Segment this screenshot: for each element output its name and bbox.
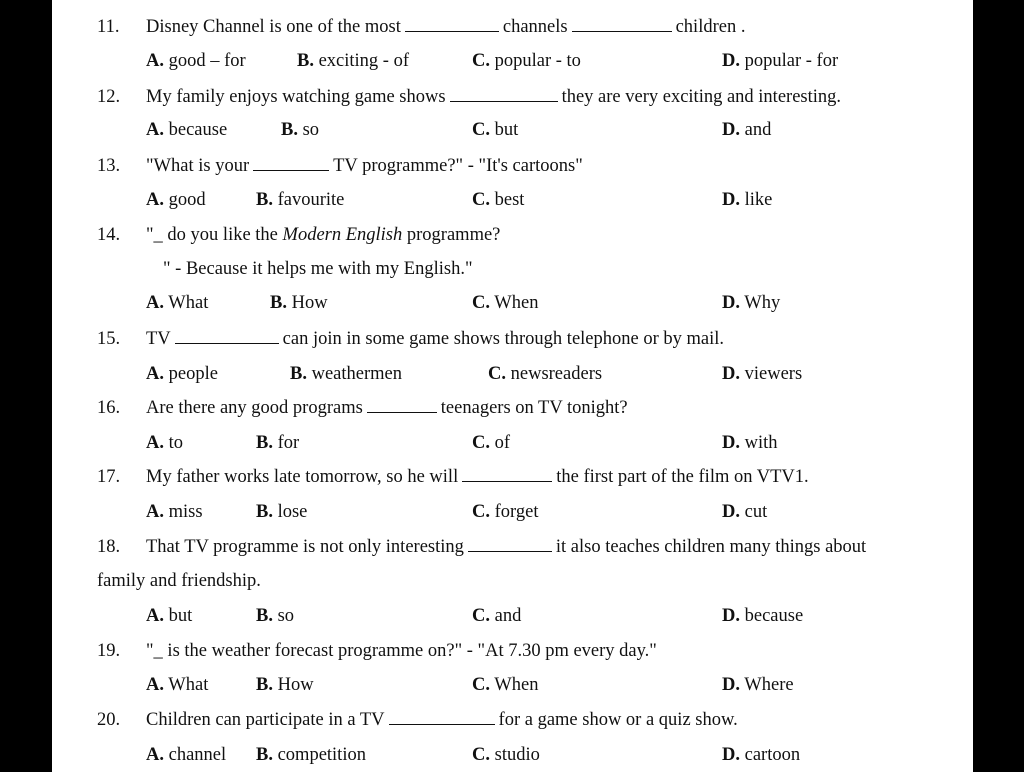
question-13-text: "What is your TV programme?" - "It's cartoons" [146,156,583,176]
option-d: D. with [722,433,778,453]
option-a: A. What [146,293,209,313]
option-b: B. How [270,293,328,313]
option-c: C. popular - to [472,51,581,71]
option-a: A. because [146,120,228,140]
option-b: B. exciting - of [297,51,410,71]
option-d: D. viewers [722,364,803,384]
option-b: B. How [256,675,314,695]
answer-blank [389,710,495,725]
option-a: A. miss [146,502,203,522]
question-number: 17. [97,467,121,487]
option-d: D. popular - for [722,51,839,71]
question-number: 19. [97,641,121,661]
answer-blank [175,329,279,344]
question-number: 11. [97,17,120,37]
option-b: B. weathermen [290,364,402,384]
question-number: 18. [97,537,121,557]
question-number: 16. [97,398,121,418]
option-b: B. lose [256,502,308,522]
answer-blank [367,398,437,413]
question-12-text: My family enjoys watching game shows they are very exciting and interesting. [146,87,842,107]
option-a: A. good – for [146,51,246,71]
question-18-continuation: family and friendship. [97,571,261,591]
question-number: 15. [97,329,121,349]
question-17-text: My father works late tomorrow, so he will the first part of the film on VTV1. [146,467,809,487]
option-c: C. but [472,120,519,140]
option-c: C. When [472,293,539,313]
option-b: B. so [281,120,320,140]
question-16-text: Are there any good programs teenagers on TV tonight? [146,398,628,418]
option-a: A. What [146,675,209,695]
option-d: D. like [722,190,773,210]
question-20-text: Children can participate in a TV for a game show or a quiz show. [146,710,738,730]
question-14-text: "_ do you like the Modern English programme? [146,225,501,245]
option-d: D. cartoon [722,745,801,765]
option-a: A. channel [146,745,227,765]
option-c: C. and [472,606,522,626]
option-a: A. people [146,364,218,384]
answer-blank [462,467,552,482]
option-d: D. Why [722,293,781,313]
question-11-text: Disney Channel is one of the most channels children . [146,17,746,37]
option-b: B. competition [256,745,366,765]
question-19-text: "_ is the weather forecast programme on?" - "At 7.30 pm every day." [146,641,657,661]
option-d: D. Where [722,675,794,695]
answer-blank [450,87,558,102]
option-a: A. to [146,433,184,453]
option-c: C. forget [472,502,539,522]
answer-blank [253,156,329,171]
question-14-answer-line: " - Because it helps me with my English." [163,259,473,279]
option-b: B. so [256,606,295,626]
option-c: C. of [472,433,511,453]
answer-blank [468,537,552,552]
question-18-text: That TV programme is not only interesting it also teaches children many things about [146,537,867,557]
option-d: D. because [722,606,804,626]
option-c: C. When [472,675,539,695]
answer-blank [405,17,499,32]
option-c: C. newsreaders [488,364,603,384]
option-b: B. favourite [256,190,345,210]
option-a: A. but [146,606,193,626]
option-b: B. for [256,433,300,453]
question-number: 14. [97,225,121,245]
option-d: D. cut [722,502,768,522]
question-15-text: TV can join in some game shows through telephone or by mail. [146,329,725,349]
question-number: 13. [97,156,121,176]
question-number: 12. [97,87,121,107]
answer-blank [572,17,672,32]
option-c: C. studio [472,745,540,765]
option-d: D. and [722,120,772,140]
question-number: 20. [97,710,121,730]
option-a: A. good [146,190,206,210]
option-c: C. best [472,190,525,210]
